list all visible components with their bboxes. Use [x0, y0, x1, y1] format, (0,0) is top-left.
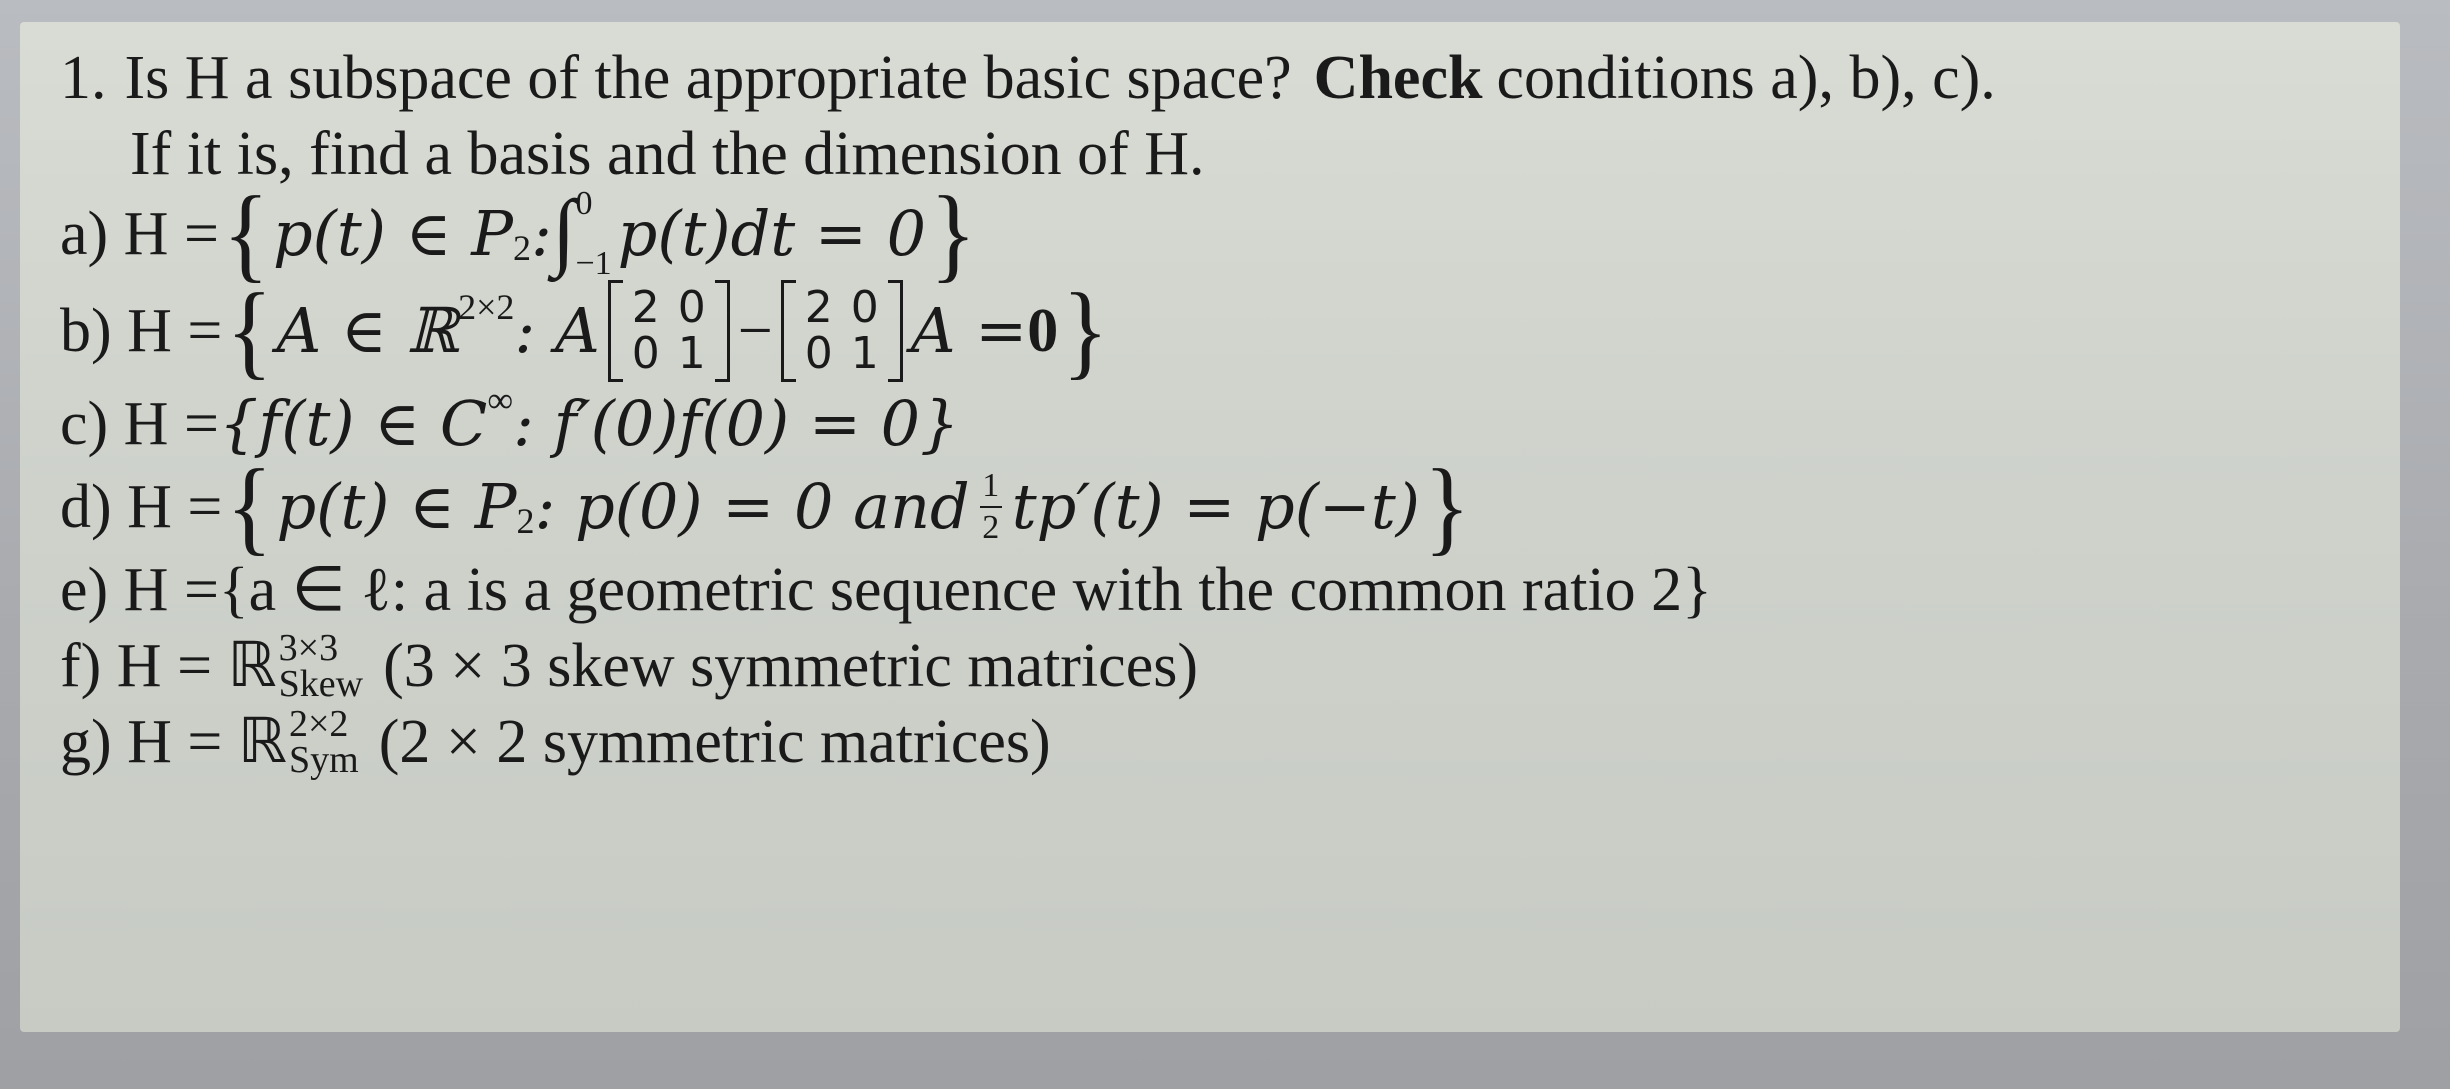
matrix-left-a11: 2	[631, 282, 660, 333]
check-keyword: Check	[1313, 44, 1483, 112]
matrix-right-a11: 2	[804, 282, 833, 333]
item-c-set: {f(t) ∈ C	[218, 387, 488, 460]
fraction-half	[980, 469, 1002, 545]
matrix-right	[781, 280, 903, 382]
item-b	[60, 271, 2360, 389]
item-b-tail: A =	[910, 294, 1028, 367]
item-c	[60, 380, 2360, 462]
problem-content	[60, 40, 2360, 780]
item-e	[60, 552, 2360, 628]
matrix-right-a12: 0	[850, 282, 879, 333]
item-f	[60, 628, 2360, 704]
item-f-label: f) H = ℝ	[60, 632, 277, 700]
matrix-right-a22: 1	[850, 328, 879, 379]
item-g-superscript: 2×2	[289, 702, 349, 745]
matrix-left-a22: 1	[677, 328, 706, 379]
item-b-set: A ∈ ℝ	[276, 294, 459, 367]
integral-sign: ∫	[551, 182, 576, 278]
problem-question: Is H a subspace of the appropriate basic space?	[124, 44, 1292, 112]
item-a-open-brace: {	[222, 174, 269, 292]
item-d-condition-2: tp′(t) = p(−t)	[1011, 470, 1420, 543]
item-a-colon: :	[531, 197, 552, 270]
item-d-open-brace: {	[226, 447, 273, 565]
item-b-exponent: 2×2	[458, 287, 515, 327]
item-d-set: p(t) ∈ P	[276, 470, 517, 543]
item-b-minus: −	[737, 297, 773, 365]
item-a	[60, 174, 2360, 292]
item-b-label: b) H =	[60, 297, 223, 365]
integral-limits	[575, 187, 611, 281]
item-e-text: {a ∈ ℓ: a is a geometric sequence with the common ratio 2}	[218, 556, 1712, 624]
item-c-condition: : f′(0)f(0) = 0}	[513, 387, 960, 460]
item-c-label: c) H =	[60, 390, 219, 458]
item-d-condition-1: : p(0) = 0 and	[534, 470, 970, 543]
matrix-left	[608, 280, 730, 382]
item-f-scripts	[278, 626, 364, 705]
fraction-denominator: 2	[982, 509, 1000, 546]
item-b-open-brace: {	[226, 271, 273, 389]
item-a-p-subscript: 2	[513, 228, 531, 268]
item-b-zero-matrix: 0	[1027, 297, 1059, 365]
matrix-right-a21: 0	[804, 328, 833, 379]
matrix-left-a21: 0	[631, 328, 660, 379]
item-f-superscript: 3×3	[278, 626, 339, 669]
problem-heading	[60, 40, 2360, 116]
item-f-subscript: Skew	[278, 663, 364, 705]
item-c-exponent: ∞	[487, 380, 514, 420]
item-b-colon: : A	[514, 294, 600, 367]
item-g	[60, 704, 2360, 780]
item-d-label: d) H =	[60, 473, 223, 541]
item-d-p-subscript: 2	[516, 501, 535, 541]
item-a-integrand: p(t)dt = 0	[617, 197, 927, 270]
item-g-subscript: Sym	[289, 739, 359, 781]
item-g-label: g) H = ℝ	[60, 708, 287, 776]
integral-lower-limit: −1	[575, 245, 612, 282]
item-g-scripts	[289, 702, 359, 781]
item-f-text: (3 × 3 skew symmetric matrices)	[383, 632, 1198, 700]
instruction-text: If it is, find a basis and the dimension of H.	[130, 120, 1205, 188]
item-e-label: e) H =	[60, 556, 219, 624]
matrix-left-a12: 0	[677, 282, 706, 333]
item-d	[60, 447, 2360, 565]
item-b-close-brace: }	[1062, 271, 1109, 389]
item-a-label: a) H =	[60, 200, 219, 268]
item-d-close-brace: }	[1423, 447, 1471, 565]
check-conditions: conditions a), b), c).	[1496, 44, 1996, 112]
item-a-close-brace: }	[930, 174, 977, 292]
item-g-text: (2 × 2 symmetric matrices)	[378, 708, 1051, 776]
problem-instruction	[60, 116, 2360, 192]
integral-upper-limit: 0	[575, 185, 593, 222]
problem-number: 1.	[60, 44, 107, 112]
item-a-set: p(t) ∈ P	[272, 197, 513, 270]
fraction-numerator: 1	[982, 467, 1000, 504]
